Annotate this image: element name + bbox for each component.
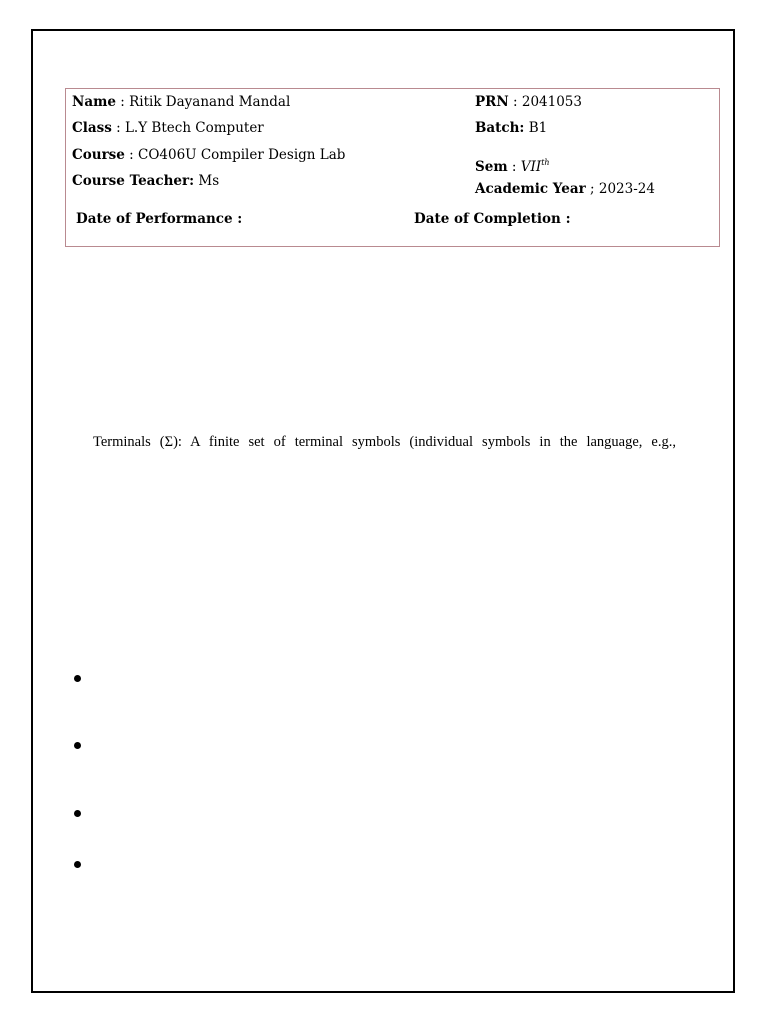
date-of-performance-label: Date of Performance [76, 211, 233, 227]
course-label: Course [72, 147, 125, 163]
date-of-completion-field [414, 210, 571, 228]
semester-field [475, 154, 550, 176]
bullet-point-4 [74, 861, 81, 868]
date-of-performance-field [76, 210, 242, 228]
prn-value: : 2041053 [508, 94, 582, 110]
course-teacher-field [72, 172, 219, 190]
prn-field [475, 93, 582, 111]
batch-field [475, 119, 547, 137]
academic-year-label: Academic Year [475, 181, 586, 197]
batch-value: B1 [524, 120, 548, 136]
name-label: Name [72, 94, 116, 110]
name-value: : Ritik Dayanand Mandal [115, 94, 291, 110]
course-teacher-label: Course Teacher: [72, 173, 195, 189]
class-field [72, 119, 264, 137]
prn-label: PRN [475, 94, 509, 110]
semester-label: Sem [475, 159, 508, 175]
academic-year-field [475, 180, 655, 198]
terminals-definition-text: Terminals (Σ): A finite set of terminal symbols (individual symbols in the language, e.g., [93, 434, 676, 450]
bullet-point-1 [74, 675, 81, 682]
bullet-point-3 [74, 810, 81, 817]
date-of-performance-value: : [232, 211, 243, 227]
academic-year-value: ; 2023-24 [585, 181, 655, 197]
course-teacher-value: Ms [194, 173, 220, 189]
bullet-point-2 [74, 742, 81, 749]
class-label: Class [72, 120, 112, 136]
name-field [72, 93, 290, 111]
class-value: : L.Y Btech Computer [111, 120, 264, 136]
course-field [72, 146, 345, 164]
batch-label: Batch: [475, 120, 525, 136]
date-of-completion-label: Date of Completion : [414, 211, 571, 227]
semester-prefix: : [507, 159, 521, 175]
semester-roman: VII [520, 159, 542, 175]
semester-superscript: th [541, 158, 550, 167]
course-value: : CO406U Compiler Design Lab [124, 147, 346, 163]
